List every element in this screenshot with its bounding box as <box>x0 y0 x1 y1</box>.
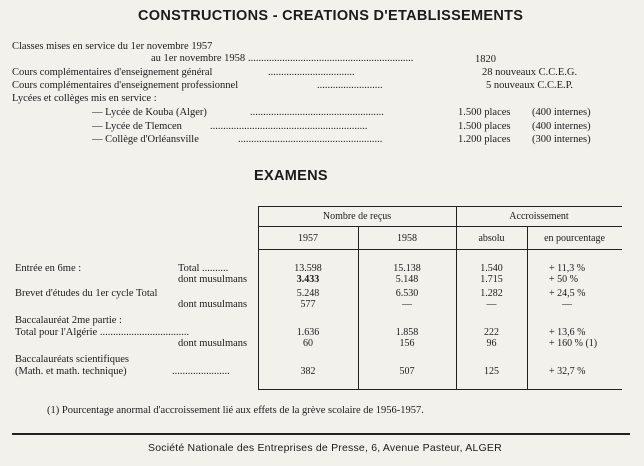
header-1958: 1958 <box>397 233 417 244</box>
table-cell: + 11,3 % <box>549 263 586 274</box>
table-cell: 1.858 <box>395 327 419 338</box>
examens-title: EXAMENS <box>254 168 328 184</box>
table-cell: 13.598 <box>294 263 322 274</box>
brevet-musulmans-label: dont musulmans <box>178 299 248 310</box>
header-absolu: absolu <box>478 233 505 244</box>
ccep-leader: ......................... <box>317 80 383 91</box>
establishment-internes: (300 internes) <box>532 134 591 145</box>
establishment-internes: (400 internes) <box>532 107 591 118</box>
table-cell: 6.530 <box>395 288 419 299</box>
table-header-rule <box>258 249 622 250</box>
table-cell: 577 <box>300 299 316 310</box>
publisher-footer: Société Nationale des Entreprises de Presse, 6, Avenue Pasteur, ALGER <box>148 442 502 454</box>
table-cell: 125 <box>484 366 499 377</box>
classes-line-1: Classes mises en service du 1er novembre 1957 <box>12 41 213 52</box>
table-cell: 1.540 <box>480 263 503 274</box>
header-1957: 1957 <box>298 233 318 244</box>
constructions-title: CONSTRUCTIONS - CREATIONS D'ETABLISSEMENTS <box>138 8 524 24</box>
ccep-value: 5 nouveaux C.C.E.P. <box>486 80 573 91</box>
header-recus: Nombre de reçus <box>322 211 392 222</box>
table-cell: — <box>486 299 497 310</box>
establishment-internes: (400 internes) <box>532 121 591 132</box>
cceg-leader: ................................. <box>268 67 355 78</box>
cceg-label: Cours complémentaires d'enseignement général <box>12 67 213 78</box>
table-cell: 5.248 <box>296 288 320 299</box>
table-cell: — <box>402 299 412 310</box>
table-mid-rule <box>258 226 622 227</box>
establishment-name: — Lycée de Tlemcen <box>92 121 182 132</box>
bac-label: Baccalauréat 2me partie : <box>15 315 122 326</box>
table-cell: 5.148 <box>395 274 419 285</box>
entree-musulmans-label: dont musulmans <box>178 274 248 285</box>
lycees-label: Lycées et collèges mis en service : <box>12 93 157 104</box>
table-cell: 60 <box>303 338 313 349</box>
entree-label: Entrée en 6me : <box>15 263 82 274</box>
table-cell: — <box>562 299 572 310</box>
establishment-leader: ................................................... <box>250 107 384 118</box>
establishment-leader: ....................................................... <box>238 134 383 145</box>
table-cell: + 13,6 % <box>549 327 586 338</box>
cceg-value: 28 nouveaux C.C.E.G. <box>482 67 578 78</box>
header-accroissement: Accroissement <box>509 211 569 222</box>
bacsci-label-2: (Math. et math. technique) <box>15 366 127 377</box>
classes-leader: ............................................................... <box>248 53 414 64</box>
table-divider <box>527 226 528 390</box>
establishment-name: — Collège d'Orléansville <box>92 134 199 145</box>
brevet-label: Brevet d'études du 1er cycle Total <box>15 288 158 299</box>
bacsci-label-1: Baccalauréats scientifiques <box>15 354 129 365</box>
header-pourcentage: en pourcentage <box>544 233 605 244</box>
table-cell: 507 <box>399 366 415 377</box>
footer-rule <box>12 433 630 435</box>
establishment-places: 1.500 places <box>458 107 511 118</box>
ccep-label: Cours complémentaires d'enseignement professionnel <box>12 80 239 91</box>
table-cell: 222 <box>484 327 499 338</box>
table-cell: 1.282 <box>480 288 503 299</box>
bac-total-label: Total pour l'Algérie .................................. <box>15 327 190 338</box>
table-top-rule <box>258 206 622 207</box>
classes-line-2: au 1er novembre 1958 <box>151 53 246 64</box>
footnote: (1) Pourcentage anormal d'accroissement lié aux effets de la grève scolaire de 1956-1957. <box>47 405 424 416</box>
establishment-leader: ............................................................ <box>210 121 368 132</box>
bac-musulmans-label: dont musulmans <box>178 338 248 349</box>
table-cell: + 50 % <box>549 274 578 285</box>
bacsci-leader: ...................... <box>172 366 230 377</box>
entree-total-label: Total .......... <box>178 263 229 274</box>
table-cell: 1.715 <box>480 274 503 285</box>
establishment-places: 1.500 places <box>458 121 511 132</box>
table-cell: 1.636 <box>296 327 320 338</box>
table-cell: 382 <box>300 366 316 377</box>
table-cell: + 24,5 % <box>549 288 586 299</box>
table-cell: + 32,7 % <box>549 366 586 377</box>
table-cell: 3.433 <box>296 274 320 285</box>
table-cell: + 160 % (1) <box>549 338 598 349</box>
table-bottom-rule <box>258 389 622 390</box>
establishment-name: — Lycée de Kouba (Alger) <box>92 107 207 118</box>
classes-value: 1820 <box>475 54 496 65</box>
table-cell: 96 <box>486 338 497 349</box>
table-cell: 15.138 <box>393 263 421 274</box>
establishment-places: 1.200 places <box>458 134 511 145</box>
table-cell: 156 <box>399 338 415 349</box>
